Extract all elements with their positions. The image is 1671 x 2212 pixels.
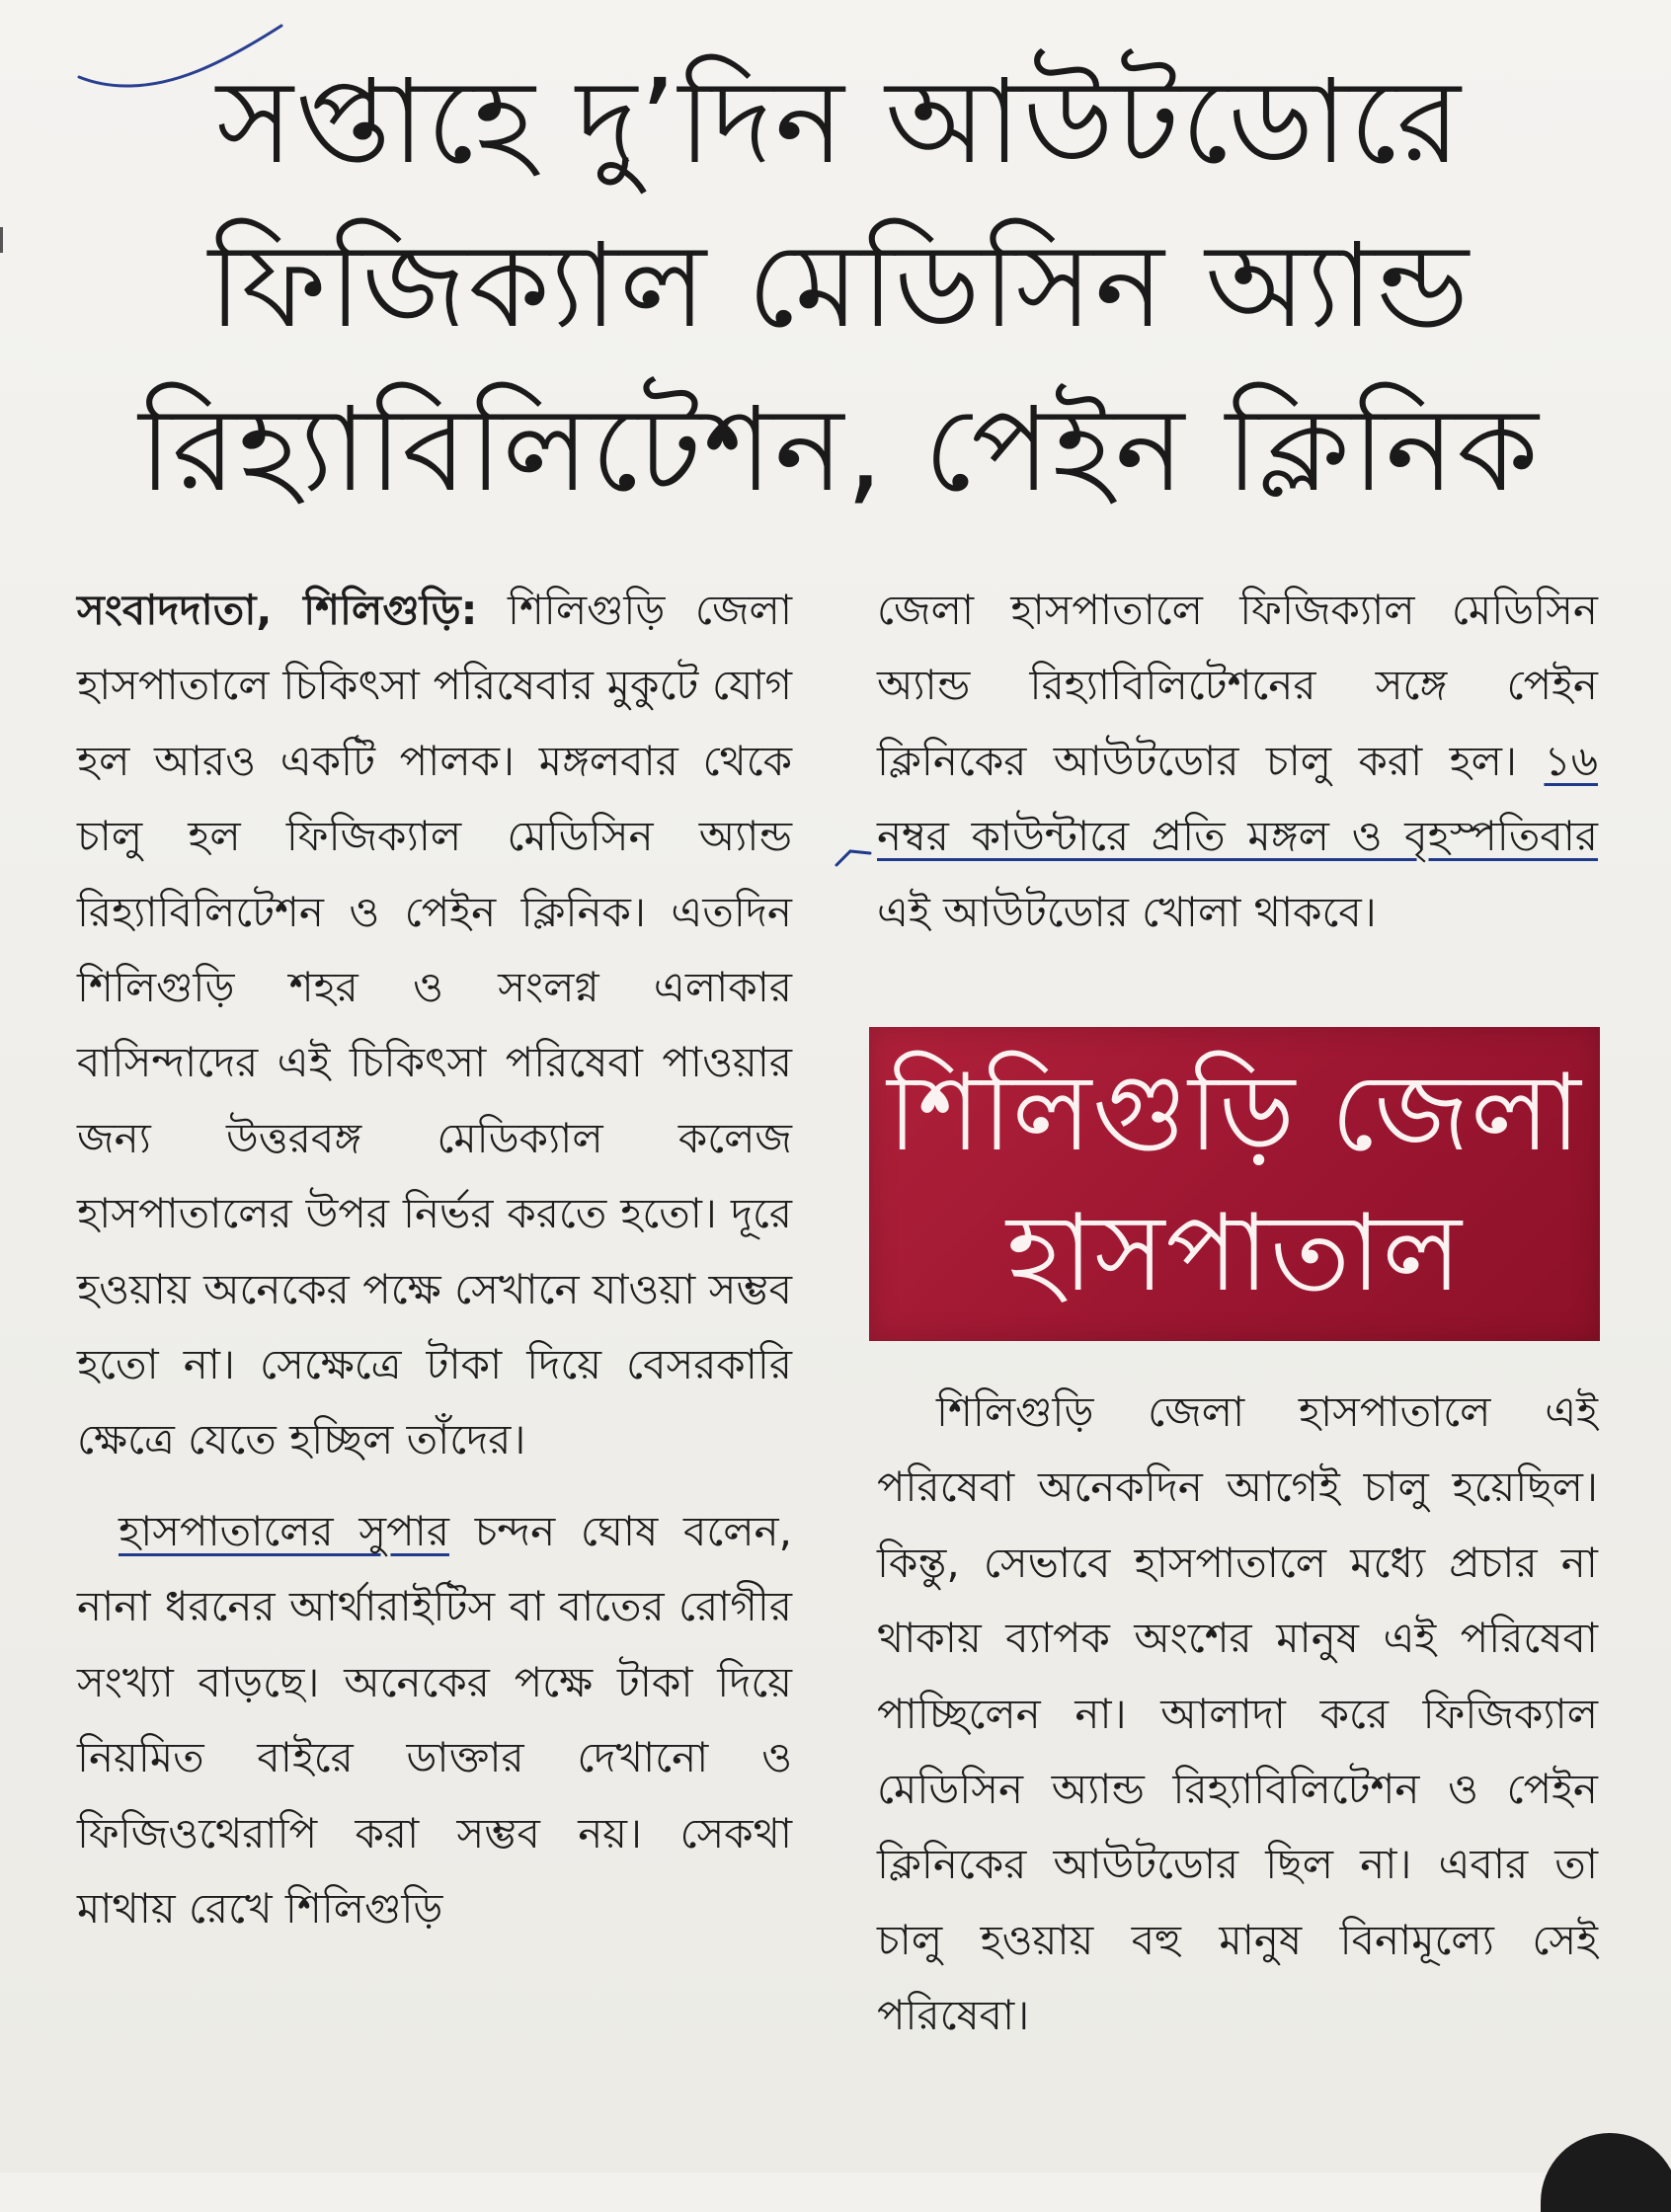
left-paragraph-2-text: চন্দন ঘোষ বলেন, নানা ধরনের আর্থারাইটিস বা বাতের রোগীর সংখ্যা বাড়ছে। অনেকের পক্ষে টাকা দিয়ে নিয়মিত বাইরে ডাক্তার দেখানো ও ফিজিওথেরাপি করা সম্ভব নয়। সেকথা মাথায় রেখে শিলিগুড়ি [77,1506,792,1933]
pen-tick-mark [835,841,874,871]
article-column-right [877,573,1598,950]
article-column-left [77,573,792,1946]
right-paragraph-1-text-a: জেলা হাসপাতালে ফিজিক্যাল মেডিসিন অ্যান্ড রিহ্যাবিলিটেশনের সঙ্গে পেইন ক্লিনিকের আউটডোর চালু করা হল। [877,586,1598,785]
banner-line-2: হাসপাতাল [1006,1192,1463,1315]
right-paragraph-1 [877,573,1598,950]
hospital-name-banner [869,1027,1600,1341]
headline-line-3: রিহ্যাবিলিটেশন, পেইন ক্লিনিক [138,381,1541,517]
underlined-phrase-superintendent: হাসপাতালের সুপার [119,1506,449,1555]
article-column-right-lower [877,1375,1598,2054]
right-paragraph-2: শিলিগুড়ি জেলা হাসপাতালে এই পরিষেবা অনেকদিন আগেই চালু হয়েছিল। কিন্তু, সেভাবে হাসপাতালে মধ্যে প্রচার না থাকায় ব্যাপক অংশের মানুষ এই পরিষেবা পাচ্ছিলেন না। আলাদা করে ফিজিক্যাল মেডিসিন অ্যান্ড রিহ্যাবিলিটেশন ও পেইন ক্লিনিকের আউটডোর ছিল না। এবার তা চালু হওয়ায় বহু মানুষ বিনামূল্যে সেই পরিষেবা। [877,1387,1598,2040]
corner-shadow [1541,2133,1671,2212]
headline-line-2: ফিজিক্যাল মেডিসিন অ্যান্ড [207,217,1472,354]
left-paragraph-2 [77,1494,792,1946]
left-paragraph-1-text: শিলিগুড়ি জেলা হাসপাতালে চিকিৎসা পরিষেবার মুকুটে যোগ হল আরও একটি পালক। মঙ্গলবার থেকে চালু হল ফিজিক্যাল মেডিসিন অ্যান্ড রিহ্যাবিলিটেশন ও পেইন ক্লিনিক। এতদিন শিলিগুড়ি শহর ও সংলগ্ন এলাকার বাসিন্দাদের এই চিকিৎসা পরিষেবা পাওয়ার জন্য উত্তরবঙ্গ মেডিক্যাল কলেজ হাসপাতালের উপর নির্ভর করতে হতো। দূরে হওয়ায় অনেকের পক্ষে সেখানে যাওয়া সম্ভব হতো না। সেক্ষেত্রে টাকা দিয়ে বেসরকারি ক্ষেত্রে যেতে হচ্ছিল তাঁদের। [77,586,793,1464]
underlined-phrase-counter-days: ১৬ নম্বর কাউন্টারে প্রতি মঙ্গল ও বৃহস্পতিবার [877,736,1598,861]
left-paragraph-1 [77,573,792,1478]
right-paragraph-1-text-b: এই আউটডোর খোলা থাকবে। [877,887,1377,936]
headline-line-1: সপ্তাহে দু’দিন আউটডোরে [216,53,1463,190]
edge-mark [0,227,3,253]
banner-line-1: শিলিগুড়ি জেলা [887,1052,1582,1175]
headline [69,40,1610,531]
byline: সংবাদদাতা, শিলিগুড়ি: [77,586,478,634]
